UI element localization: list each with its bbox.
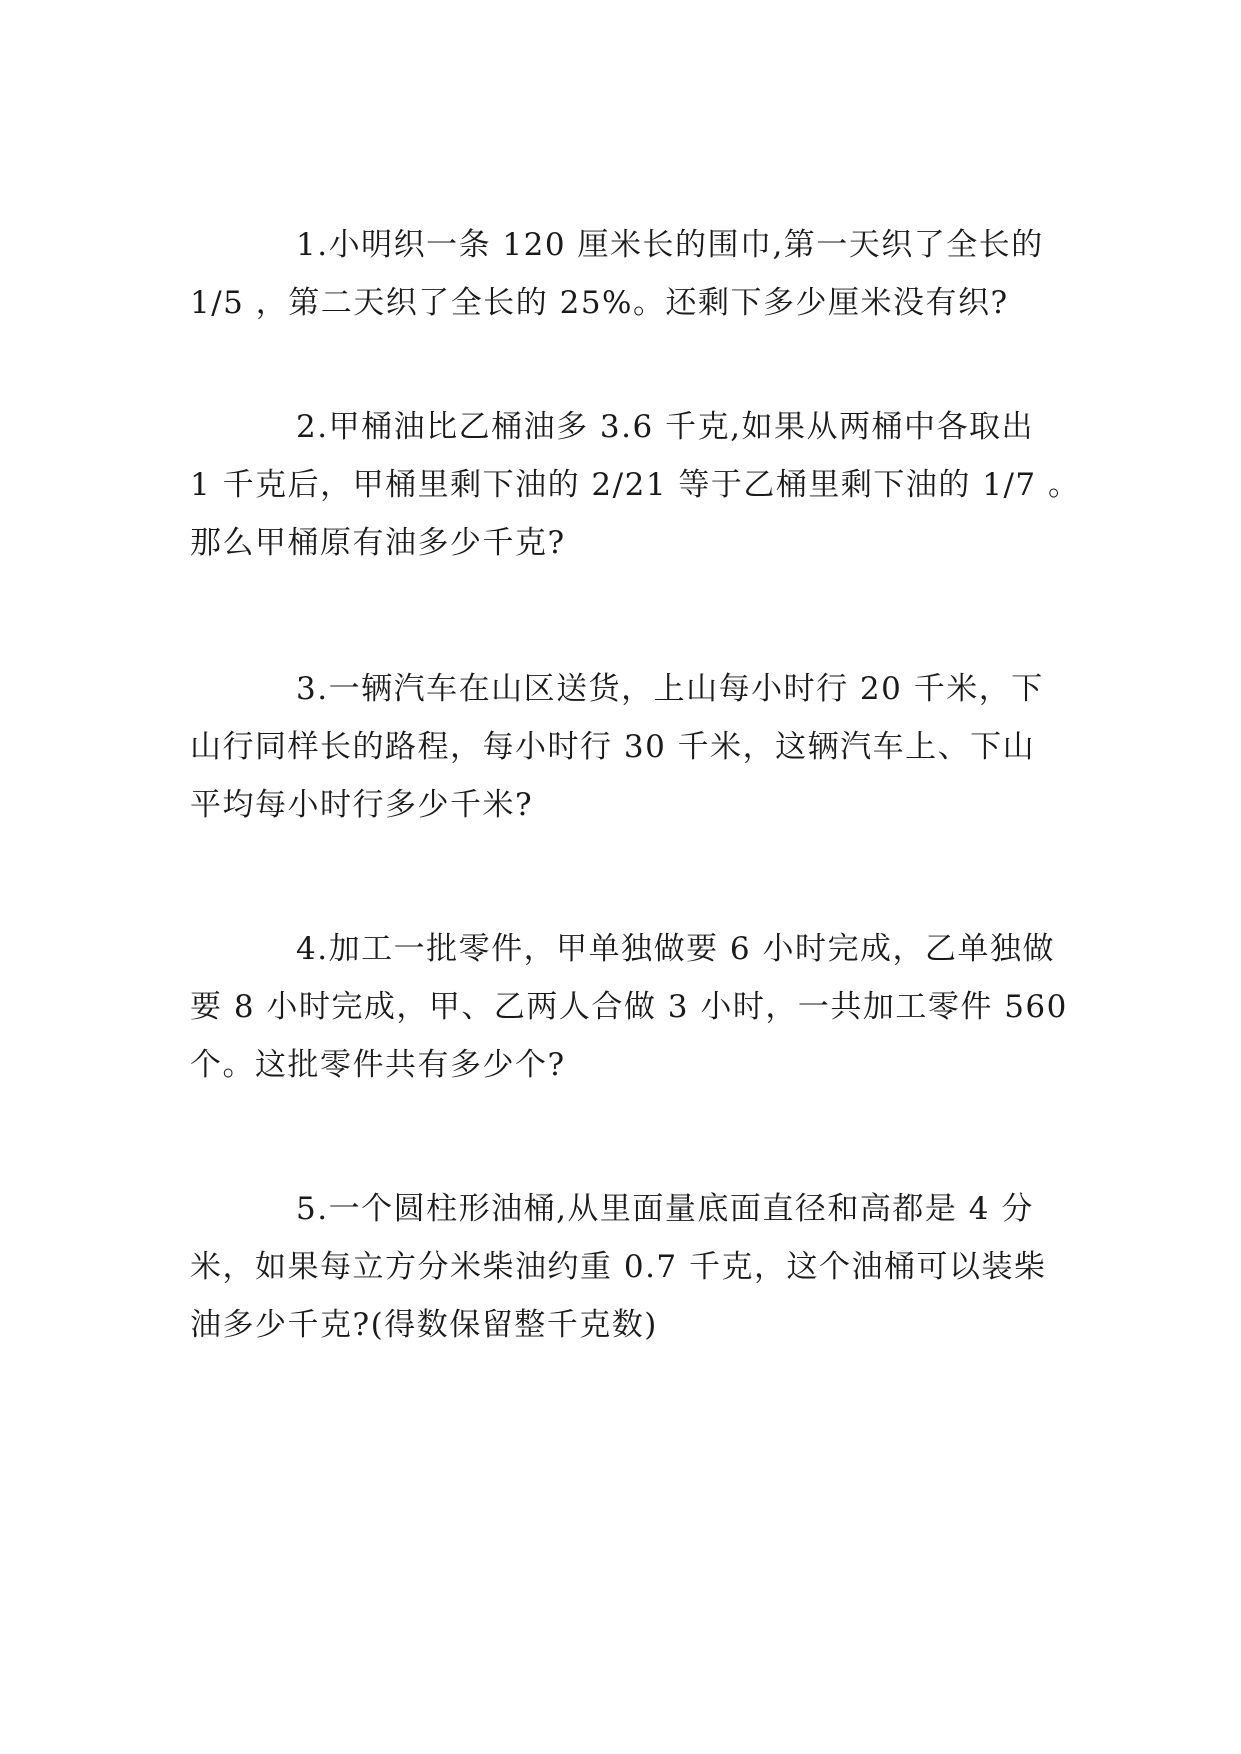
problem-2-line-3: 那么甲桶原有油多少千克? — [190, 525, 566, 561]
problem-5-line-2: 米，如果每立方分米柴油约重 0.7 千克，这个油桶可以装柴 — [190, 1249, 1047, 1285]
problem-3-line-3: 平均每小时行多少千米? — [190, 787, 534, 823]
problem-5 — [190, 1180, 1050, 1354]
problem-4-line-1: 4.加工一批零件，甲单独做要 6 小时完成，乙单独做 — [296, 931, 1056, 967]
problem-3 — [190, 660, 1050, 834]
problem-1-line-2: 1/5 ，第二天织了全长的 25%。还剩下多少厘米没有织? — [190, 285, 1009, 321]
problem-3-line-2: 山行同样长的路程，每小时行 30 千米，这辆汽车上、下山 — [190, 729, 1036, 765]
problem-4 — [190, 920, 1068, 1094]
problem-2-line-1: 2.甲桶油比乙桶油多 3.6 千克,如果从两桶中各取出 — [296, 409, 1034, 445]
problem-1 — [190, 216, 1050, 332]
problem-3-line-1: 3.一辆汽车在山区送货，上山每小时行 20 千米，下 — [296, 671, 1044, 707]
problem-4-line-3: 个。这批零件共有多少个? — [190, 1047, 566, 1083]
problem-2 — [190, 398, 1081, 572]
problem-4-line-2: 要 8 小时完成，甲、乙两人合做 3 小时，一共加工零件 560 — [190, 989, 1068, 1025]
problem-5-line-3: 油多少千克?(得数保留整千克数) — [190, 1307, 658, 1343]
problem-1-line-1: 1.小明织一条 120 厘米长的围巾,第一天织了全长的 — [296, 227, 1044, 263]
problem-5-line-1: 5.一个圆柱形油桶,从里面量底面直径和高都是 4 分 — [296, 1191, 1034, 1227]
problem-2-line-2: 1 千克后，甲桶里剩下油的 2/21 等于乙桶里剩下油的 1/7 。 — [190, 467, 1081, 503]
